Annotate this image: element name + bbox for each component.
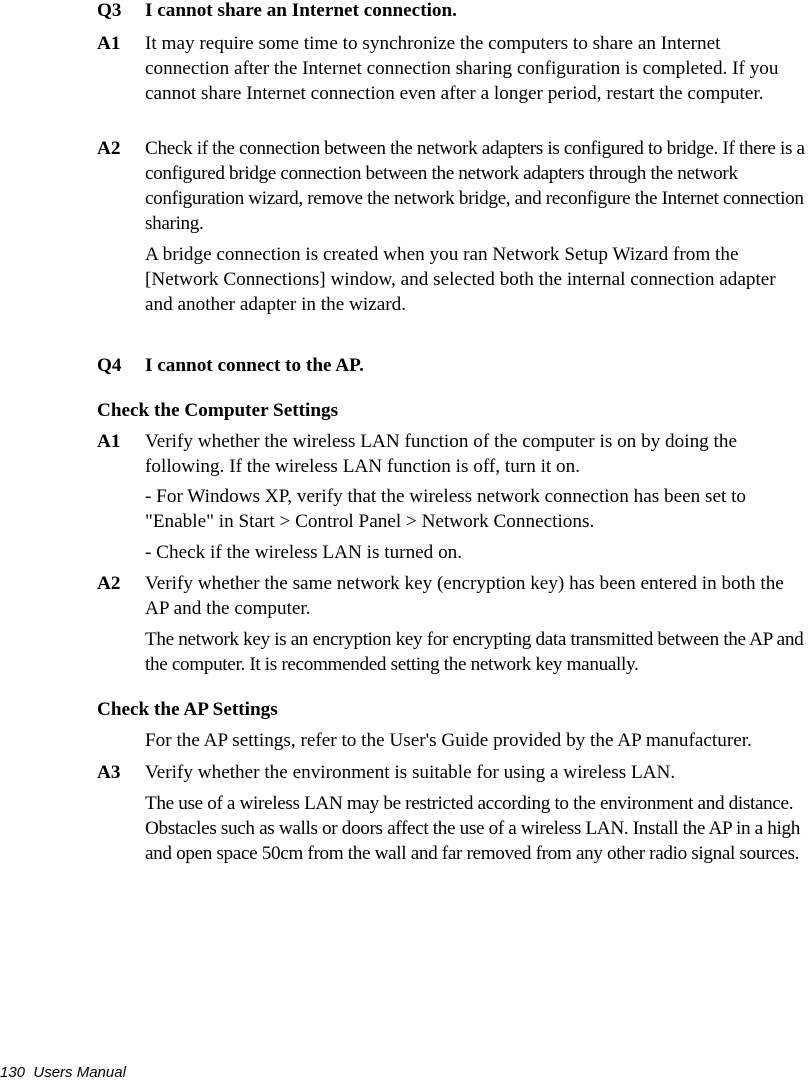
- q4-a3-note: The use of a wireless LAN may be restricted according to the environment and distance. Obstacles such as walls or doors affect the use of a wireless LAN. Install the AP in a high and open space 50cm from the wall and far removed from any other radio signal sources.: [145, 793, 801, 864]
- q4-a3-row: [97, 760, 808, 785]
- q3-a2-row: [97, 136, 808, 236]
- q4-label: Q4: [97, 355, 122, 376]
- q4-a3-label: A3: [97, 762, 121, 783]
- q4-a2-text: Verify whether the same network key (encryption key) has been entered in both the AP and the computer.: [145, 573, 784, 619]
- q4-a1-bullet-windows-xp: - For Windows XP, verify that the wireless network connection has been set to "Enable" in Start > Control Panel > Network Connections.: [145, 486, 747, 532]
- q3-a1-text: It may require some time to synchronize the computers to share an Internet connection after the Internet connection sharing configuration is completed. If you cannot share Internet connection even after a longer period, restart the computer.: [145, 33, 779, 104]
- page-footer: [0, 1063, 126, 1083]
- q3-label: Q3: [97, 0, 122, 21]
- q3-a2-label: A2: [97, 138, 121, 159]
- q4-question-row: [97, 353, 808, 378]
- q4-a1-text: Verify whether the wireless LAN function of the computer is on by doing the following. If the wireless LAN function is off, turn it on.: [145, 431, 738, 477]
- q3-a2-note: A bridge connection is created when you ran Network Setup Wizard from the [Network Connections] window, and selected both the internal connection adapter and another adapter in the wizard.: [145, 244, 776, 315]
- q4-a2-label: A2: [97, 573, 121, 594]
- q4-question: I cannot connect to the AP.: [145, 355, 364, 376]
- q4-a1-bullet-wireless-on: - Check if the wireless LAN is turned on.: [145, 542, 463, 563]
- q4-a2-row: [97, 571, 808, 621]
- q4-a3-text: Verify whether the environment is suitable for using a wireless LAN.: [145, 762, 676, 783]
- q3-a1-label: A1: [97, 33, 121, 54]
- q4-a1-label: A1: [97, 431, 121, 452]
- q4-a1-row: [97, 429, 808, 479]
- q3-a2-text: Check if the connection between the network adapters is configured to bridge. If there is a configured bridge connection between the network adapters through the network configuration wizard, remove the network bridge, and reconfigure the Internet connection sharing.: [145, 138, 805, 234]
- q3-question-row: [97, 0, 808, 23]
- q3-question: I cannot share an Internet connection.: [145, 0, 457, 21]
- ap-settings-text: For the AP settings, refer to the User's Guide provided by the AP manufacturer.: [145, 730, 752, 751]
- manual-title: Users Manual: [33, 1064, 126, 1081]
- ap-settings-heading: Check the AP Settings: [97, 699, 278, 720]
- computer-settings-heading: Check the Computer Settings: [97, 400, 339, 421]
- q3-a1-row: [97, 31, 808, 131]
- page-number: 130: [0, 1064, 26, 1081]
- q4-a2-note: The network key is an encryption key for encrypting data transmitted between the AP and the computer. It is recommended setting the network key manually.: [145, 629, 804, 675]
